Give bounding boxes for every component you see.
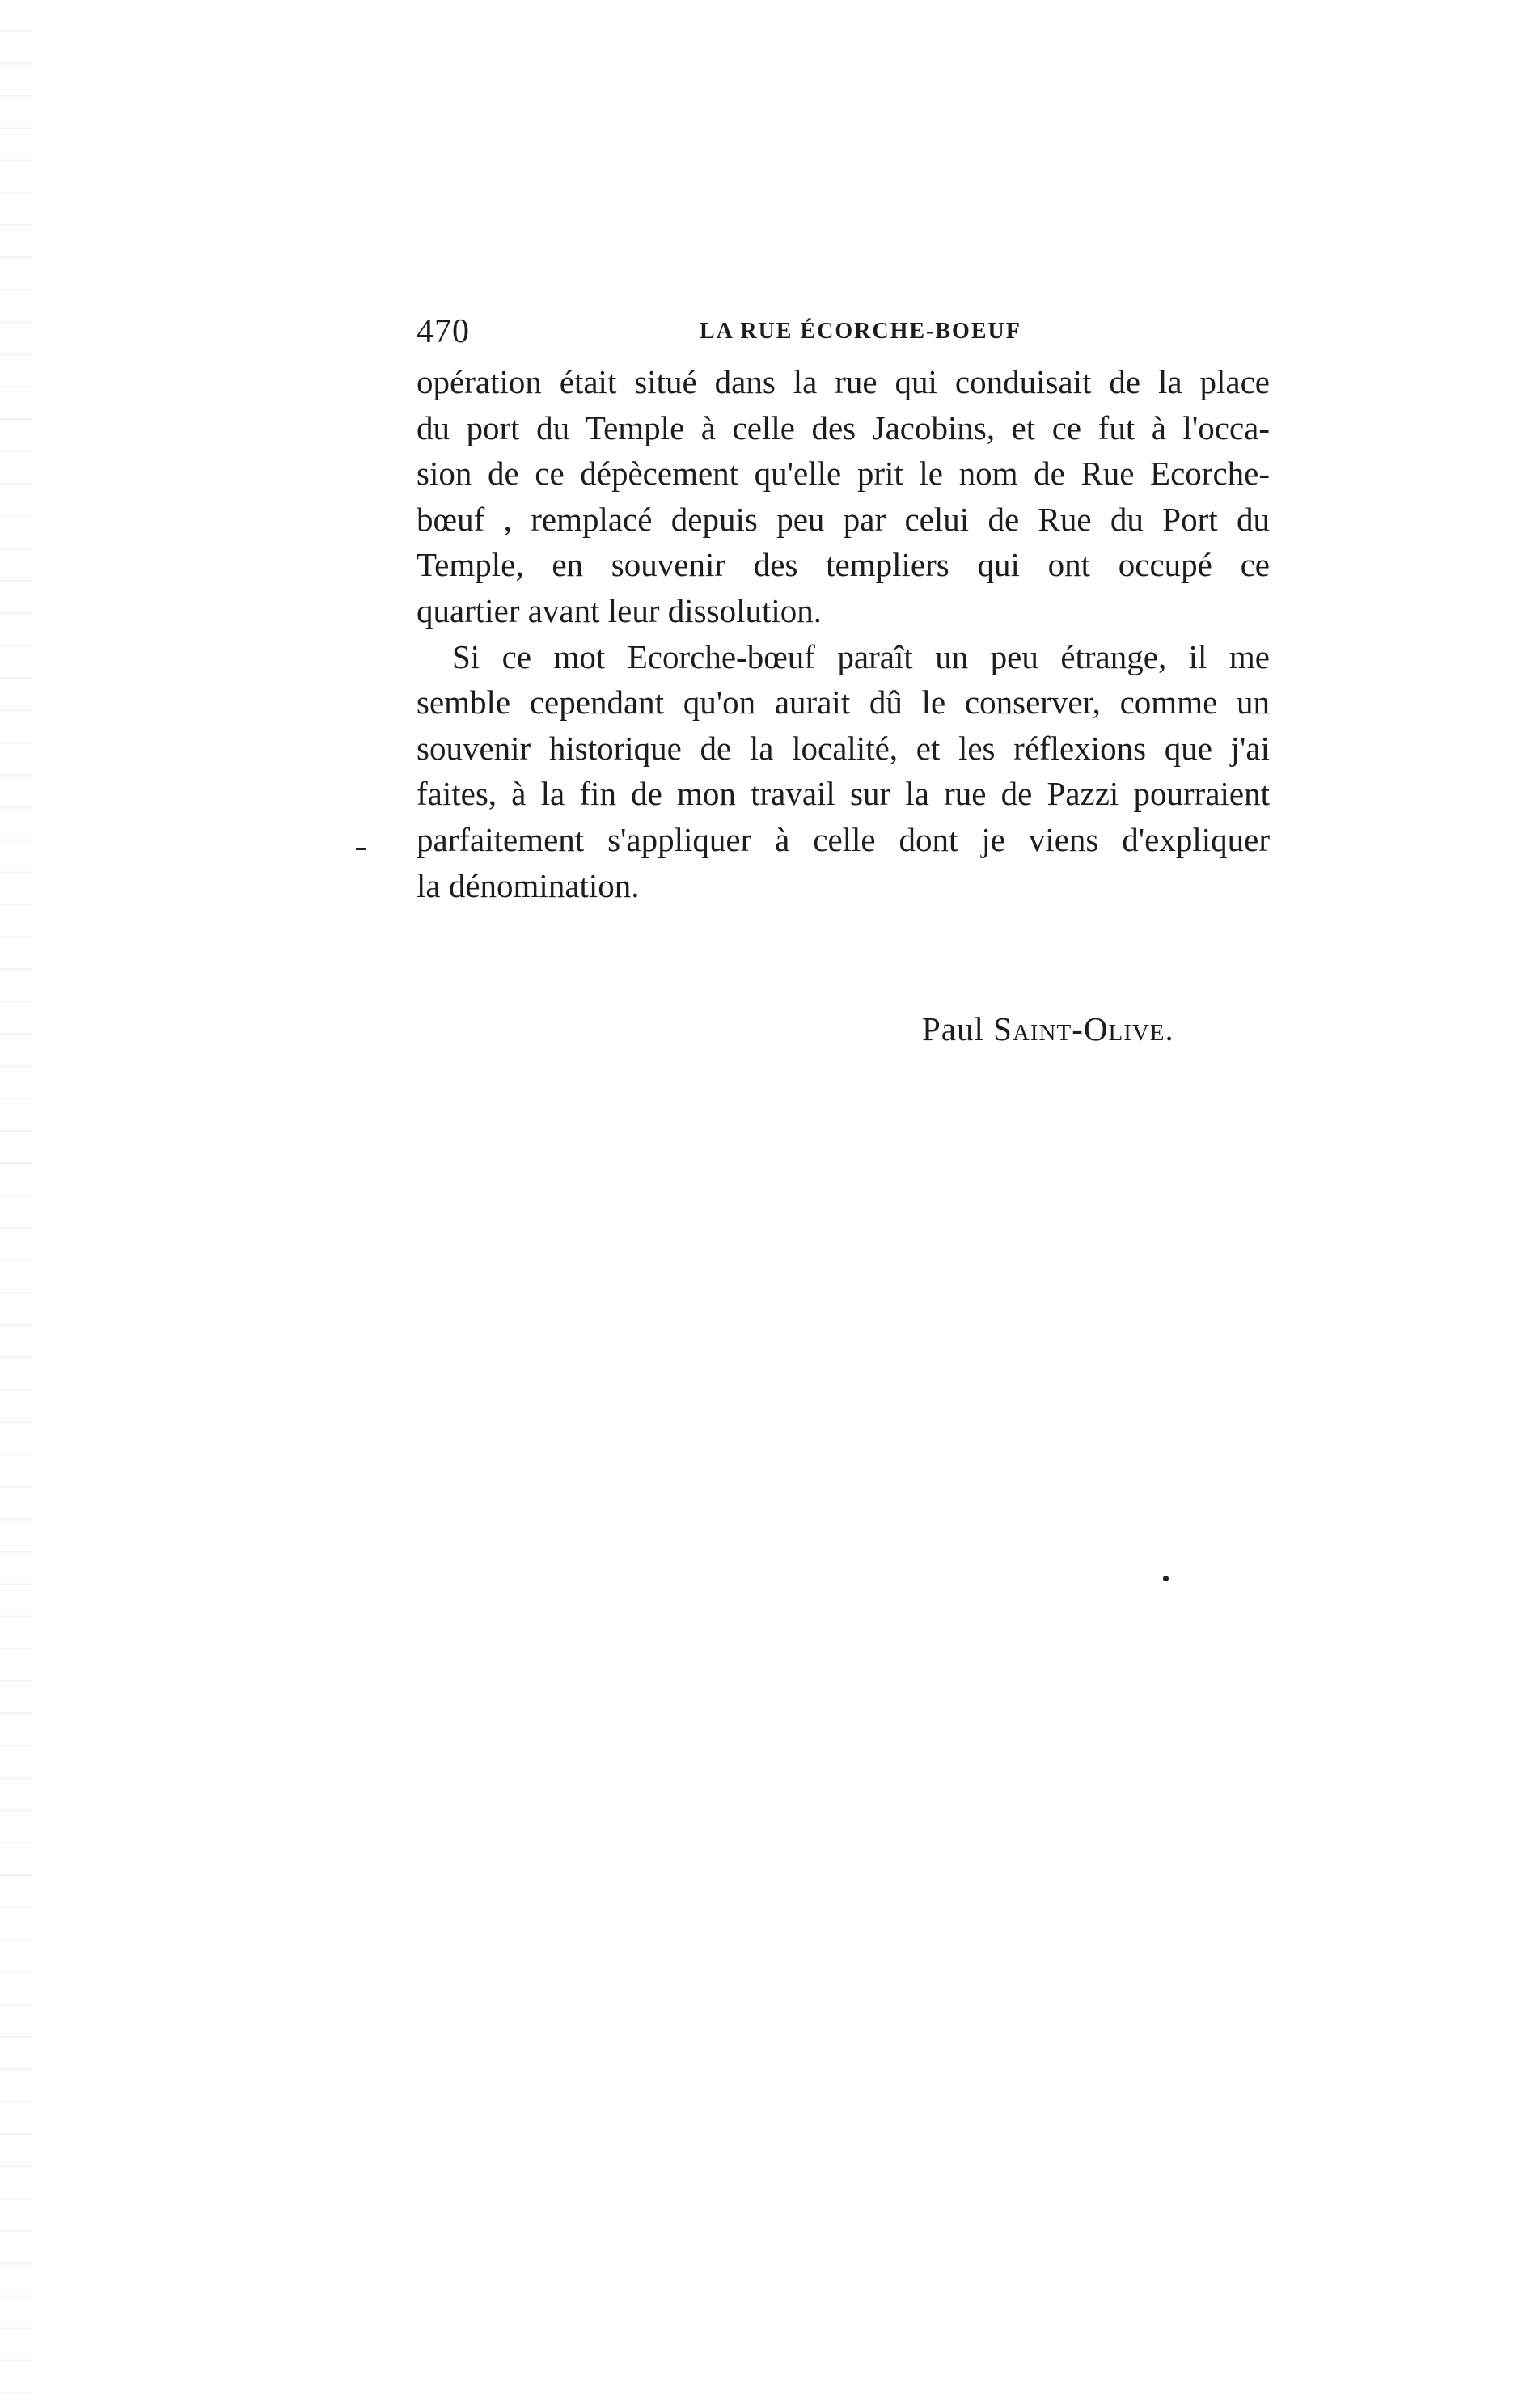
- body-text: [417, 359, 1270, 908]
- author-signature: [922, 1009, 1174, 1048]
- scan-edge-artifact: [0, 0, 32, 2408]
- text-line: sion de ce dépècement qu'elle prit le nom de Rue Ecorche-: [417, 455, 1270, 493]
- ink-speck: [356, 848, 366, 850]
- text-line: opération était situé dans la rue qui conduisait de la place: [417, 363, 1270, 400]
- page-number: 470: [417, 313, 470, 350]
- ink-speck: [1163, 1576, 1169, 1581]
- page-header: [417, 307, 1270, 356]
- text-line: semble cependant qu'on aurait dû le conserver, comme un: [417, 683, 1270, 722]
- author-last-name: Saint-Olive.: [993, 1010, 1174, 1047]
- text-line: du port du Temple à celle des Jacobins, et ce fut à l'occa-: [417, 408, 1270, 446]
- text-line: Temple, en souvenir des templiers qui ont occupé ce: [417, 546, 1270, 584]
- text-line: parfaitement s'appliquer à celle dont je viens d'expliquer: [417, 820, 1270, 858]
- text-line: bœuf , remplacé depuis peu par celui de Rue du Port du: [417, 500, 1270, 538]
- author-first-name: Paul: [922, 1010, 984, 1047]
- text-line: la dénomination.: [417, 866, 640, 904]
- text-line: souvenir historique de la localité, et les réflexions que j'ai: [417, 729, 1270, 767]
- text-line: quartier avant leur dissolution.: [417, 591, 822, 629]
- text-line: faites, à la fin de mon travail sur la rue de Pazzi pourraient: [417, 775, 1270, 813]
- running-title: LA RUE ÉCORCHE-BOEUF: [700, 319, 1021, 344]
- text-line: Si ce mot Ecorche-bœuf paraît un peu étrange, il me: [452, 637, 1270, 675]
